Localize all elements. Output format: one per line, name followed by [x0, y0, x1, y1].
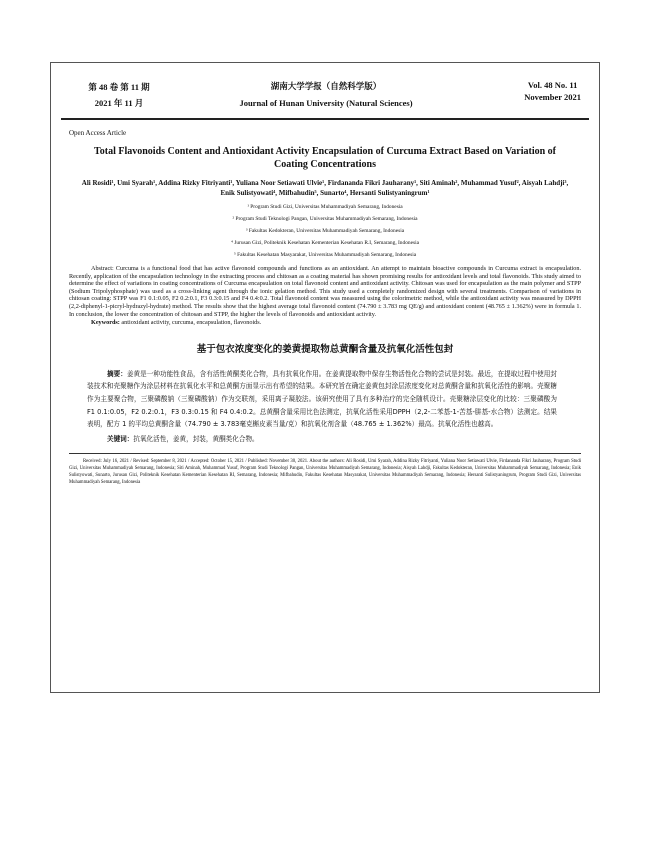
affiliation-item: ² Program Studi Teknologi Pangan, Universitas Muhammadiyah Semarang, Indonesia — [232, 216, 418, 222]
keywords-en: antioxidant activity, curcuma, encapsulation, flavonoids. — [121, 319, 262, 327]
journal-header — [61, 73, 589, 121]
affiliation-item: ³ Fakultas Kedokteran, Universitas Muhammadiyah Semarang, Indonesia — [245, 228, 405, 234]
footnote: Received: July 16, 2021 / Revised: September 8, 2021 / Accepted: October 15, 2021 / Published: November 30, 2021. About the authors: Ali Rosidi, Umi Syarah, Addina Rizky Fitriyanti, Yuliana Noor Setiawati Ulvie, Firdananda Fikri Jauharany, Program Studi Gizi, Universitas Muhammadiyah Semarang, Indonesia; Siti Aminah, Muhammad Yusuf, Program Studi Teknologi Pangan, Universitas Muhammadiyah Semarang, Indonesia; Aisyah Lahdji, Fakultas Kedokteran, Universitas Muhammadiyah Semarang, Indonesia; Enik Sulistyowati, Sunarto, Jurusan Gizi, Politeknik Kesehatan Kementerian Kesehatan RI, Semarang, Indonesia; Mifbahudin, Fakultas Kesehatan Masyarakat, Universitas Muhammadiyah Semarang, Indonesia; Hersanti Sulistyaningrum, Program Studi Gizi, Universitas Muhammadiyah Semarang, Indonesia — [69, 458, 581, 485]
header-left — [75, 79, 163, 111]
abstract-cn: 姜黄是一种功能性食品，含有活性黄酮类化合物，具有抗氧化作用。在姜黄提取物中保存生物活性化合物的尝试是封装。最近，在提取过程中使用封装技术和壳聚糖作为涂层材料在抗氧化水平和总黄酮方面显示出有希望的结果。本研究旨在确定姜黄包封涂层浓度变化对总黄酮含量和抗氧化活性的影响。壳聚糖作为主要聚合物，三聚磷酸钠（三聚磷酸钠）作为交联剂，采用离子凝胶法。该研究使用了具有多种治疗的完全随机设计。壳聚糖涂层变化的比较：三聚磷酸为 F1 0.1:0.05，F2 0.2:0.1，F3 0.3:0.15 和 F4 0.4:0.2。总黄酮含量采用比色法测定，抗氧化活性采用DPPH（2,2-二苯基-1-苦基-肼基-水合物）法测定。结果表明，配方 1 的平均总黄酮含量（74.790 ± 3.783毫克槲皮素当量/克）和抗氧化剂含量（48.765 ± 1.362%）最高。抗氧化活性也越高。 — [87, 369, 558, 429]
header-center — [191, 79, 461, 111]
header-rule — [61, 118, 589, 122]
affiliation-item: ¹ Program Studi Gizi, Universitas Muhammadiyah Semarang, Indonesia — [247, 204, 403, 210]
abstract-cn-label: 摘要： — [107, 369, 127, 378]
affiliation-item: ⁵ Fakultas Kesehatan Masyarakat, Universitas Muhammadiyah Semarang, Indonesia — [233, 252, 417, 258]
affiliation-item: ⁴ Jurusan Gizi, Politeknik Kesehatan Kementerian Kesehatan R.I, Semarang, Indonesia — [231, 240, 419, 246]
abstract-en: Abstract: Curcuma is a functional food that has active flavonoid compounds and functions as an antioxidant. An attempt to maintain bioactive compounds in Curcuma extract is encapsulation. Recently, application of the encapsulation technology in the extracting process and chitosan as a coating material has shown promising results for antioxidant levels and total flavonoids. This study aimed to determine the effect of variations in coating concentrations of Curcuma encapsulation on total flavonoid content and antioxidant activity. Chitosan was used for encapsulation as the main polymer and STPP (Sodium Tripolyphosphate) was used as a cross-linking agent through the ionic gelation method. This study used a completely randomized design with several treatments. Comparison of variations in chitosan coating: STPP was F1 0.1:0.05, F2 0.2:0.1, F3 0.3:0.15 and F4 0.4:0.2. Total flavonoid content was measured using the colorimetric method, while the antioxidant activity was measured by DPPH (2,2-diphenyl-1-picryl-hydrazyl-hydrate) method. The results show that the highest average total flavonoid content (74.790 ± 3.783 mg QE/g) and antioxidant content (48.765 ± 1.362%) were in formula 1. In conclusion, the lower the concentration of chitosan and STPP, the higher the levels of flavonoids and antioxidant activity. — [69, 265, 581, 318]
article-type: Open Access Article — [69, 129, 127, 137]
keywords-cn-label: 关键词： — [107, 434, 134, 443]
date-cn: 2021 年 11 月 — [94, 98, 144, 108]
journal-name-cn: 湖南大学学报（自然科学版） — [270, 82, 382, 92]
keywords-en-line — [69, 319, 581, 327]
title-cn: 基于包衣浓度变化的姜黄提取物总黄酮含量及抗氧化活性包封 — [196, 343, 454, 355]
header-right — [524, 79, 581, 103]
date-en: November 2021 — [524, 92, 581, 102]
keywords-cn-line — [107, 433, 563, 445]
footnote-rule — [69, 453, 581, 454]
affiliations — [69, 204, 581, 259]
volume-en: Vol. 48 No. 11 — [527, 80, 578, 90]
keywords-cn: 抗氧化活性，姜黄，封装，黄酮类化合物。 — [133, 434, 259, 443]
article-page — [50, 62, 600, 693]
title-en: Total Flavonoids Content and Antioxidant Activity Encapsulation of Curcuma Extract Based on Variation of Coating Concentrations — [93, 146, 556, 170]
abstract-cn-block — [87, 368, 557, 431]
keywords-en-label: Keywords: — [91, 319, 120, 327]
author-list: Ali Rosidi¹, Umi Syarah¹, Addina Rizky Fitriyanti¹, Yuliana Noor Setiawati Ulvie¹, Firdananda Fikri Jauharany¹, Siti Aminah², Muhammad Yusuf², Aisyah Lahdji³, Enik Sulistyowati⁴, Mifbahudin⁵, Sunarto⁴, Hersanti Sulistyaningrum¹ — [81, 179, 569, 197]
journal-name-en: Journal of Hunan University (Natural Sciences) — [239, 98, 413, 108]
volume-cn: 第 48 卷 第 11 期 — [88, 82, 150, 92]
article-content — [69, 129, 581, 486]
